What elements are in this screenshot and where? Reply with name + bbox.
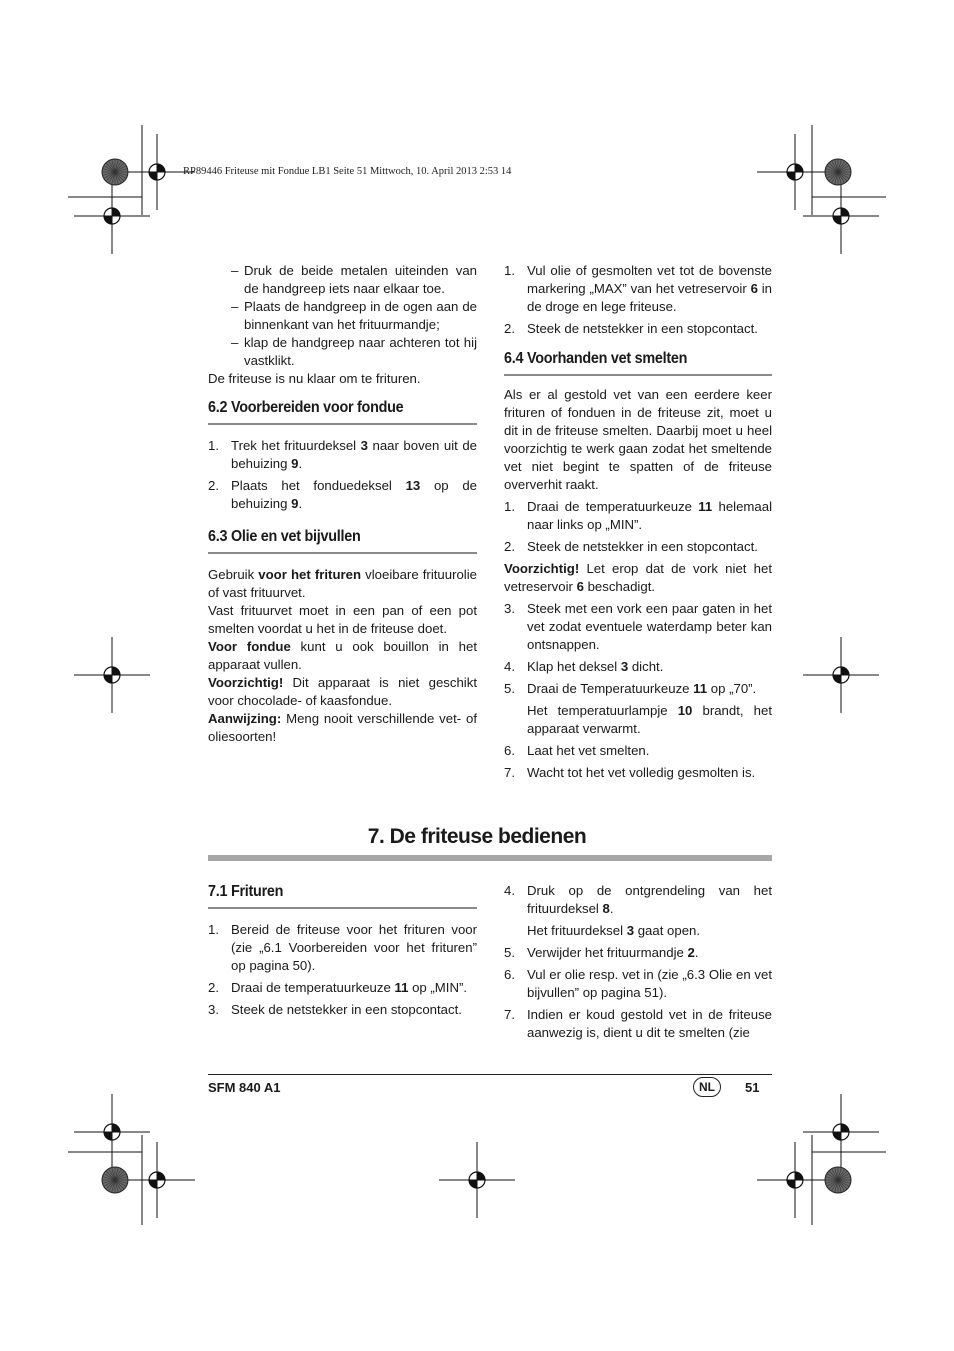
list-item: – Druk de beide metalen uiteinden van de handgreep iets naar elkaar toe. bbox=[231, 263, 477, 296]
list-item: 2. Plaats het fonduedeksel 13 op de behuizing 9. bbox=[208, 478, 478, 511]
list-item: 3. Steek de netstekker in een stopcontact. bbox=[208, 1002, 462, 1017]
list-item: 2. Draai de temperatuurkeuze 11 op „MIN”. bbox=[208, 980, 468, 995]
section-6-3 bbox=[208, 528, 477, 746]
paragraph: Voor fondue kunt u ook bouillon in het apparaat vullen. bbox=[208, 639, 477, 672]
section-6-2 bbox=[208, 399, 477, 513]
crosshair-mark bbox=[757, 134, 833, 210]
section-heading: 6.4 Voorhanden vet smelten bbox=[504, 350, 688, 367]
crosshair-mark bbox=[439, 1142, 515, 1218]
paragraph: Vast frituurvet moet in een pan of een pot smelten voordat u het in de friteuse doet. bbox=[208, 603, 477, 636]
footer-model: SFM 840 A1 bbox=[208, 1080, 281, 1095]
list-item: 2. Steek de netstekker in een stopcontact. bbox=[504, 539, 758, 554]
paragraph: Als er al gestold vet van een eerdere keer frituren of fonduen in de friteuse zit, moet u dit in de friteuse smelten. Daarbij moet u heel voorzichtig te werk gaan zodat het smeltende vet niet begint te spatten of de friteuse oververhit raakt. bbox=[504, 387, 772, 492]
warning-paragraph: Voorzichtig! Let erop dat de vork niet het vetreservoir 6 beschadigt. bbox=[504, 561, 772, 594]
list-item: 6. Vul er olie resp. vet in (zie „6.3 Olie en vet bijvullen” op pagina 51). bbox=[504, 967, 772, 1000]
list-item: 4. Klap het deksel 3 dicht. bbox=[504, 659, 664, 674]
chapter-rule bbox=[208, 855, 772, 861]
crosshair-mark bbox=[757, 1142, 833, 1218]
list-item: 1. Draai de temperatuurkeuze 11 helemaal naar links op „MIN”. bbox=[504, 499, 772, 532]
page-number: 51 bbox=[745, 1080, 760, 1095]
note-paragraph: Aanwijzing: Meng nooit verschillende vet- of oliesoorten! bbox=[208, 711, 477, 744]
left-column-top bbox=[208, 262, 477, 388]
crosshair-mark bbox=[74, 1094, 150, 1170]
list-item: – klap de handgreep naar achteren tot hij vastklikt. bbox=[231, 335, 477, 368]
list-item: 1. Bereid de friteuse voor het frituren voor (zie „6.1 Voorbereiden voor het frituren” op pagina 50). bbox=[208, 922, 477, 973]
section-heading: 6.2 Voorbereiden voor fondue bbox=[208, 399, 404, 416]
list-item: 6. Laat het vet smelten. bbox=[504, 743, 650, 758]
chapter-title: 7. De friteuse bedienen bbox=[367, 825, 587, 848]
right-column-top bbox=[504, 262, 772, 338]
color-rosette-mark bbox=[102, 1167, 128, 1193]
list-item-sub: Het frituurdeksel 3 gaat open. bbox=[527, 923, 701, 938]
crosshair-mark bbox=[803, 1094, 879, 1170]
list-item: – Plaats de handgreep in de ogen aan de binnenkant van het frituurmandje; bbox=[231, 299, 477, 332]
print-slug: RP89446 Friteuse mit Fondue LB1 Seite 51 Mittwoch, 10. April 2013 2:53 14 bbox=[183, 166, 512, 177]
footer-rule bbox=[208, 1074, 772, 1075]
color-rosette-mark bbox=[102, 159, 128, 185]
color-rosette-mark bbox=[825, 1167, 851, 1193]
list-item: 1. Trek het frituurdeksel 3 naar boven uit de behuizing 9. bbox=[208, 438, 477, 471]
list-item: 5. Verwijder het frituurmandje 2. bbox=[504, 945, 699, 960]
list-item: 7. Wacht tot het vet volledig gesmolten is. bbox=[504, 765, 756, 780]
section-6-4 bbox=[504, 350, 772, 782]
right-column-bottom bbox=[504, 882, 772, 1042]
color-rosette-mark bbox=[825, 159, 851, 185]
crosshair-mark bbox=[74, 637, 150, 713]
paragraph: Gebruik voor het frituren vloeibare frituurolie of vast frituurvet. bbox=[208, 567, 478, 600]
list-item: 7. Indien er koud gestold vet in de friteuse aanwezig is, dient u dit te smelten (zie bbox=[504, 1007, 772, 1040]
warning-paragraph: Voorzichtig! Dit apparaat is niet geschikt voor chocolade- of kaasfondue. bbox=[208, 675, 477, 708]
crosshair-mark bbox=[803, 637, 879, 713]
section-heading: 6.3 Olie en vet bijvullen bbox=[208, 528, 361, 545]
crosshair-mark bbox=[74, 178, 150, 254]
crosshair-mark bbox=[803, 178, 879, 254]
list-item: 5. Draai de Temperatuurkeuze 11 op „70”. bbox=[504, 681, 757, 696]
section-heading: 7.1 Frituren bbox=[208, 883, 284, 900]
list-item: 4. Druk op de ontgrendeling van het frituurdeksel 8. bbox=[504, 883, 772, 916]
list-item: 1. Vul olie of gesmolten vet tot de bovenste markering „MAX” van het vetreservoir 6 in de droge en lege friteuse. bbox=[504, 263, 772, 314]
section-7-1 bbox=[208, 883, 477, 1019]
list-item: 3. Steek met een vork een paar gaten in het vet zodat eventuele waterdamp beter kan ontsnappen. bbox=[504, 601, 772, 652]
paragraph: De friteuse is nu klaar om te frituren. bbox=[208, 371, 421, 386]
list-item-sub: Het temperatuurlampje 10 brandt, het apparaat verwarmt. bbox=[527, 703, 772, 736]
list-item: 2. Steek de netstekker in een stopcontact. bbox=[504, 321, 758, 336]
language-badge: NL bbox=[693, 1077, 721, 1097]
crosshair-mark bbox=[119, 1142, 195, 1218]
